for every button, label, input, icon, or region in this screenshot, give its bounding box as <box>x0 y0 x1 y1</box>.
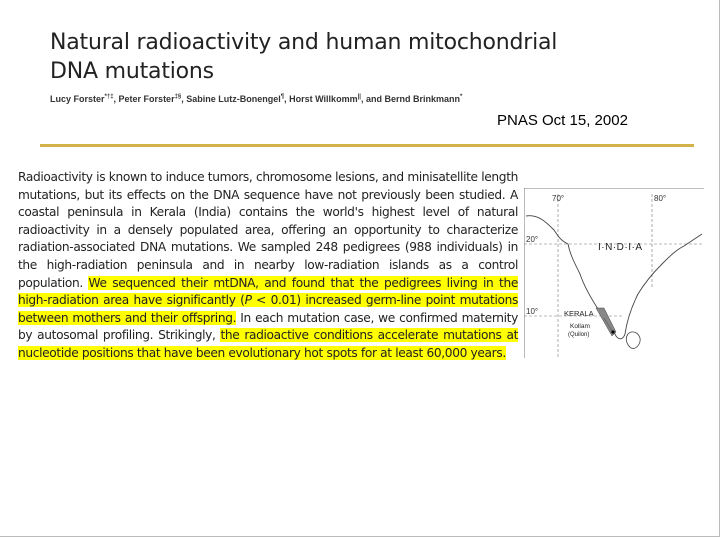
p-value-symbol: P <box>244 293 252 308</box>
paper-title-line2: DNA mutations <box>50 59 214 84</box>
paper-title <box>50 28 650 86</box>
author-affiliation-mark: ¶ <box>280 94 285 100</box>
city-alt-label: (Quilon) <box>568 332 590 338</box>
latitude-label: 10° <box>526 307 539 316</box>
highlight-text: < 0.01) increased germ-line point mutations between mothers and their offspring. <box>18 293 518 325</box>
highlighted-conclusion: the radioactive conditions accelerate mutations at nucleotide positions that have been evolutionary hot spots for at least 60,000 years. <box>18 328 518 360</box>
citation-label: PNAS Oct 15, 2002 <box>497 112 628 129</box>
author-name: Sabine Lutz-Bonengel <box>186 94 281 104</box>
author-affiliation-mark: ‡§ <box>174 94 182 100</box>
author-name: Peter Forster <box>118 94 175 104</box>
author-name: and Bernd Brinkmann <box>365 94 460 104</box>
abstract-segment: In each mutation case, we confirmed maternity by autosomal profiling. Strikingly, <box>18 310 518 343</box>
india-map <box>524 188 704 358</box>
author-list: Lucy Forster*†‡, Peter Forster‡§, Sabine Lutz-Bonengel¶, Horst Willkomm||, and Bernd Brinkmann* <box>50 94 463 104</box>
abstract-segment: Radioactivity is known to induce tumors, chromosome lesions, and minisatellite length mutations, but its effects on the DNA sequence have not previously been studied. A coastal peninsula in Kerala (India) contains the world's highest level of natural radioactivity in a densely populated area, offering an opportunity to characterize radiation-associated DNA mutations. We sampled 248 pedigrees (988 individuals) in the high-radiation peninsula and in nearby low-radiation islands as a control population. <box>18 170 518 290</box>
author-affiliation-mark: || <box>357 94 361 100</box>
author-name: Horst Willkomm <box>289 94 358 104</box>
paper-title-line1: Natural radioactivity and human mitochondrial <box>50 30 558 55</box>
state-label: KERALA <box>564 309 594 318</box>
city-label: Kollam <box>570 323 590 330</box>
latitude-label: 20° <box>526 235 539 244</box>
longitude-label: 80° <box>654 194 667 203</box>
coastline <box>526 216 702 339</box>
country-label: I·N·D·I·A <box>598 242 643 253</box>
author-name: Lucy Forster <box>50 94 105 104</box>
longitude-label: 70° <box>552 194 565 203</box>
author-affiliation-mark: *†‡ <box>104 94 114 100</box>
title-divider <box>40 144 694 147</box>
author-affiliation-mark: * <box>459 94 463 100</box>
abstract-text <box>18 169 518 363</box>
highlight-text: We sequenced their mtDNA, and found that the pedigrees living in the high-radiation area have significantly ( <box>18 275 518 308</box>
sri-lanka-outline <box>626 332 640 348</box>
